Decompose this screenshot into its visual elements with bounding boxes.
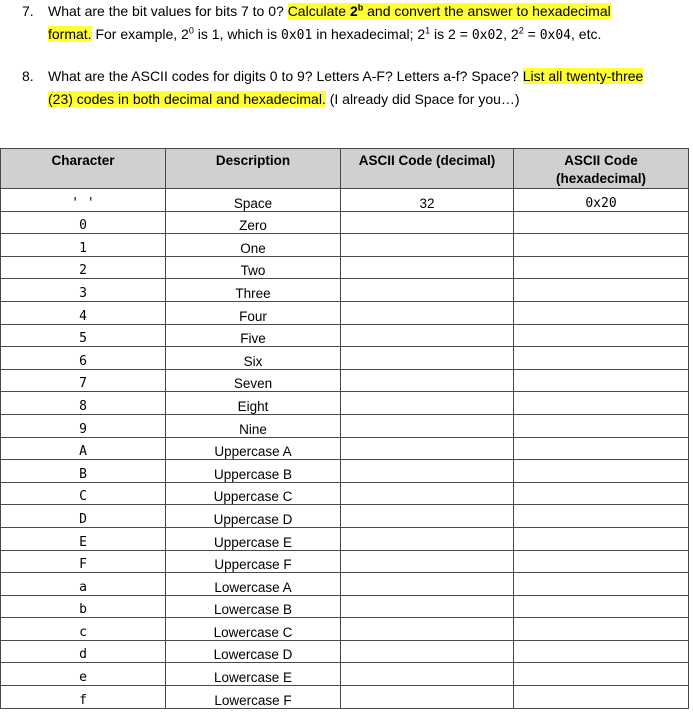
cell-hexadecimal: [514, 618, 689, 641]
cell-description: Zero: [166, 211, 341, 234]
table-row: [1, 324, 689, 347]
cell-decimal: [341, 640, 514, 663]
cell-description: Three: [166, 279, 341, 302]
cell-description: Uppercase F: [166, 550, 341, 573]
cell-decimal: [341, 347, 514, 370]
cell-description: Two: [166, 256, 341, 279]
table-row: [1, 437, 689, 460]
cell-character: 3: [1, 279, 166, 302]
cell-hexadecimal: [514, 301, 689, 324]
highlight: (23) codes in both decimal and hexadecimal.: [48, 91, 326, 107]
cell-character: B: [1, 460, 166, 483]
cell-character: d: [1, 640, 166, 663]
ascii-table: [0, 148, 689, 709]
cell-hexadecimal: [514, 686, 689, 709]
header-description: Description: [166, 149, 341, 189]
cell-character: 5: [1, 324, 166, 347]
cell-decimal: [341, 369, 514, 392]
table-row: [1, 527, 689, 550]
cell-hexadecimal: [514, 369, 689, 392]
cell-decimal: [341, 482, 514, 505]
cell-hexadecimal: [514, 595, 689, 618]
cell-hexadecimal: [514, 324, 689, 347]
cell-character: ' ': [1, 189, 166, 212]
cell-hexadecimal: [514, 550, 689, 573]
question-7-text: What are the bit values for bits 7 to 0? Calculate 2$^b$ and convert the answer to hexadecimal format. For example, $2^0$ is 1, which is 0x01 in hexadecimal; $2^1$ is 2 = 0x02, $2^2 = 0x04$, etc.: [48, 2, 611, 43]
cell-character: e: [1, 663, 166, 686]
cell-description: Five: [166, 324, 341, 347]
table-row: [1, 234, 689, 257]
cell-decimal: [341, 573, 514, 596]
cell-description: Seven: [166, 369, 341, 392]
table-row: [1, 663, 689, 686]
cell-description: Uppercase D: [166, 505, 341, 528]
table-row: [1, 369, 689, 392]
header-decimal: ASCII Code (decimal): [341, 149, 514, 189]
cell-character: f: [1, 686, 166, 709]
cell-hexadecimal: [514, 279, 689, 302]
cell-character: c: [1, 618, 166, 641]
cell-decimal: [341, 460, 514, 483]
cell-hexadecimal: [514, 392, 689, 415]
cell-hexadecimal: [514, 234, 689, 257]
cell-hexadecimal: [514, 414, 689, 437]
cell-description: Uppercase A: [166, 437, 341, 460]
cell-decimal: [341, 686, 514, 709]
table-row: [1, 482, 689, 505]
cell-hexadecimal: [514, 460, 689, 483]
cell-description: Eight: [166, 392, 341, 415]
cell-decimal: [341, 595, 514, 618]
cell-description: Space: [166, 189, 341, 212]
table-row: [1, 301, 689, 324]
cell-decimal: [341, 211, 514, 234]
cell-decimal: [341, 279, 514, 302]
cell-character: E: [1, 527, 166, 550]
cell-decimal: [341, 392, 514, 415]
question-8-text: What are the ASCII codes for digits 0 to 9? Letters A-F? Letters a-f? Space? List all twenty-three (23) codes in both decimal and hexadecimal. (I already did Space for you…): [48, 68, 644, 107]
table-row: [1, 550, 689, 573]
cell-decimal: [341, 301, 514, 324]
cell-character: A: [1, 437, 166, 460]
cell-character: 9: [1, 414, 166, 437]
question-7: [18, 0, 683, 47]
cell-character: a: [1, 573, 166, 596]
cell-description: Lowercase E: [166, 663, 341, 686]
cell-character: b: [1, 595, 166, 618]
highlight: Calculate 2$^b$ and convert the answer to hexadecimal: [287, 2, 611, 19]
cell-hexadecimal: [514, 211, 689, 234]
cell-description: Nine: [166, 414, 341, 437]
highlight: format.: [48, 26, 92, 42]
cell-description: Uppercase B: [166, 460, 341, 483]
table-row: [1, 618, 689, 641]
cell-decimal: [341, 505, 514, 528]
table-row: [1, 505, 689, 528]
cell-hexadecimal: [514, 573, 689, 596]
cell-hexadecimal: [514, 482, 689, 505]
question-7-number: 7.: [22, 3, 34, 19]
table-row: [1, 279, 689, 302]
cell-hexadecimal: [514, 527, 689, 550]
cell-character: D: [1, 505, 166, 528]
cell-description: Lowercase B: [166, 595, 341, 618]
cell-character: 7: [1, 369, 166, 392]
cell-description: Six: [166, 347, 341, 370]
cell-description: Lowercase D: [166, 640, 341, 663]
cell-decimal: [341, 324, 514, 347]
table-row: [1, 640, 689, 663]
question-8: [18, 65, 683, 111]
table-row: [1, 392, 689, 415]
cell-decimal: [341, 414, 514, 437]
highlight: List all twenty-three: [522, 68, 644, 84]
cell-decimal: [341, 527, 514, 550]
header-hexadecimal: ASCII Code (hexadecimal): [514, 149, 689, 189]
cell-hexadecimal: [514, 437, 689, 460]
cell-decimal: [341, 663, 514, 686]
cell-hexadecimal: 0x20: [514, 189, 689, 212]
cell-decimal: [341, 618, 514, 641]
cell-description: Lowercase F: [166, 686, 341, 709]
cell-character: 8: [1, 392, 166, 415]
cell-character: 0: [1, 211, 166, 234]
table-row: [1, 573, 689, 596]
cell-decimal: [341, 437, 514, 460]
cell-description: Uppercase C: [166, 482, 341, 505]
table-row: [1, 686, 689, 709]
cell-character: 2: [1, 256, 166, 279]
cell-character: 1: [1, 234, 166, 257]
table-row: [1, 189, 689, 212]
table-row: [1, 414, 689, 437]
cell-character: 4: [1, 301, 166, 324]
cell-decimal: [341, 550, 514, 573]
cell-character: F: [1, 550, 166, 573]
table-header-row: [1, 149, 689, 189]
cell-description: One: [166, 234, 341, 257]
cell-description: Lowercase C: [166, 618, 341, 641]
table-row: [1, 595, 689, 618]
cell-character: 6: [1, 347, 166, 370]
cell-hexadecimal: [514, 505, 689, 528]
table-row: [1, 256, 689, 279]
cell-hexadecimal: [514, 347, 689, 370]
table-row: [1, 211, 689, 234]
cell-hexadecimal: [514, 256, 689, 279]
header-character: Character: [1, 149, 166, 189]
cell-decimal: [341, 256, 514, 279]
cell-decimal: [341, 234, 514, 257]
question-8-number: 8.: [22, 68, 34, 84]
cell-description: Uppercase E: [166, 527, 341, 550]
table-row: [1, 347, 689, 370]
cell-character: C: [1, 482, 166, 505]
cell-description: Four: [166, 301, 341, 324]
cell-hexadecimal: [514, 663, 689, 686]
cell-hexadecimal: [514, 640, 689, 663]
cell-description: Lowercase A: [166, 573, 341, 596]
table-row: [1, 460, 689, 483]
cell-decimal: 32: [341, 189, 514, 212]
